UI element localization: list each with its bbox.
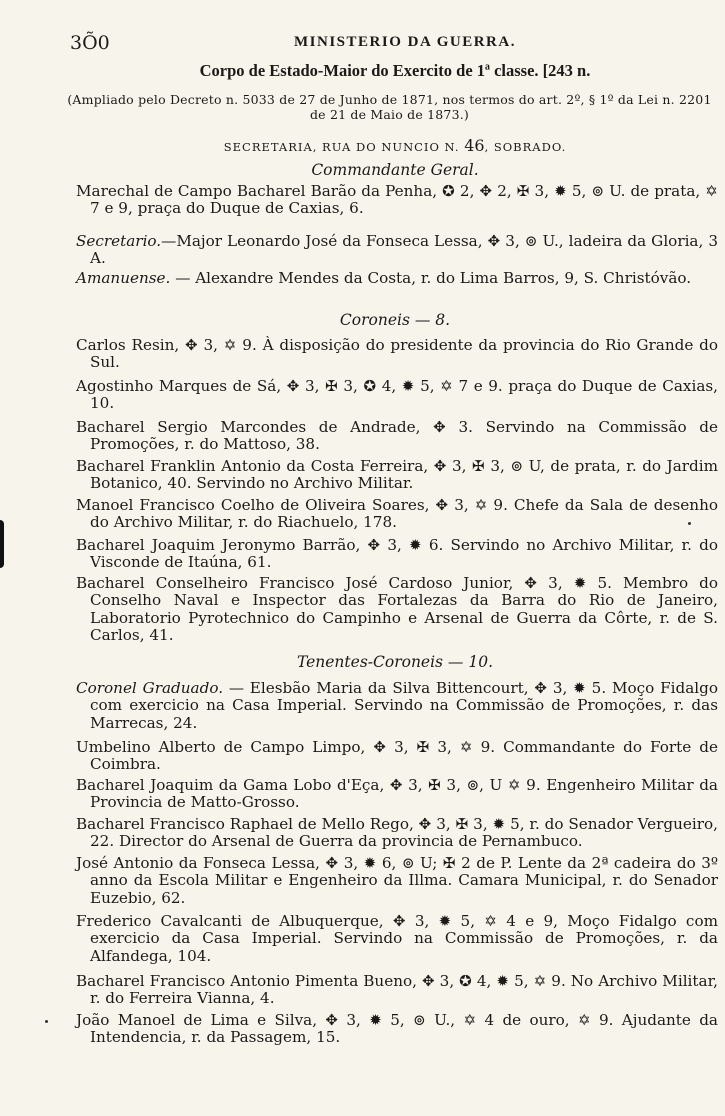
entry-role: Coronel Graduado. [76,679,224,697]
entry-text: João Manoel de Lima e Silva, ✥ 3, ✹ 5, ⊚ U., ✡ 4 de ouro, ✡ 9. Ajudante da Intendencia, r. da Passagem, 15. [76,1011,718,1047]
list-item [76,680,718,732]
secretaria-suffix: , SOBRADO. [484,140,567,154]
list-item [76,458,718,493]
entry-text: Bacharel Joaquim da Gama Lobo d'Eça, ✥ 3, ✠ 3, ⊚, U ✡ 9. Engenheiro Militar da Provincia de Matto-Grosso. [76,776,718,812]
list-item [76,183,718,218]
section-title: Corpo de Estado-Maior do Exercito de 1ª classe. [243 n. [199,61,591,80]
page-number: 3Õ0 [70,32,110,54]
list-item [76,913,718,965]
entry-text: Bacharel Sergio Marcondes de Andrade, ✥ 3. Servindo na Commissão de Promoções, r. do Mattoso, 38. [76,418,718,454]
page-header [70,30,720,56]
entry-text: Marechal de Campo Bacharel Barão da Penha, ✪ 2, ✥ 2, ✠ 3, ✹ 5, ⊚ U. de prata, ✡ 7 e 9, praça do Duque de Caxias, 6. [76,182,718,218]
heading-commandante: Commandante Geral. [311,161,479,179]
secretaria-address [70,136,720,155]
entry-text: Bacharel Conselheiro Francisco José Cardoso Junior, ✥ 3, ✹ 5. Membro do Conselho Naval e Inspector das Fortalezas da Barra do Rio de Janeiro, Laboratorio Pyrotechnico do Campinho e Arsenal de Guerra da Côrte, r. de S. Carlos, 41. [76,574,718,645]
ink-speck [45,1020,48,1023]
amplification-note: (Ampliado pelo Decreto n. 5033 de 27 de Junho de 1871, nos termos do art. 2º, § 1º da Lei n. 2201 de 21 de Maio de 1873.) [67,92,712,122]
entry-text: Bacharel Franklin Antonio da Costa Ferreira, ✥ 3, ✠ 3, ⊚ U, de prata, r. do Jardim Botanico, 40. Servindo no Archivo Militar. [76,457,718,493]
binding-mark [0,520,4,568]
entry-text: —Major Leonardo José da Fonseca Lessa, ✥ 3, ⊚ U., ladeira da Gloria, 3 A. [90,232,718,268]
list-item [76,777,718,812]
entry-text: Umbelino Alberto de Campo Limpo, ✥ 3, ✠ 3, ✡ 9. Commandante do Forte de Coimbra. [76,738,718,774]
list-item [76,378,718,413]
list-item [76,739,718,774]
list-item [76,1012,718,1047]
list-item [76,575,718,645]
entry-text: — Elesbão Maria da Silva Bittencourt, ✥ 3, ✹ 5. Moço Fidalgo com exercicio na Casa Imperial. Servindo na Commissão de Promoções, r. das Marrecas, 24. [90,679,718,732]
heading-coroneis: Coroneis — 8. [339,311,451,329]
entry-text: Carlos Resin, ✥ 3, ✡ 9. À disposição do presidente da provincia do Rio Grande do Sul. [76,336,718,372]
list-item [76,270,718,287]
running-head: MINISTERIO DA GUERRA. [294,34,516,50]
list-item [76,419,718,454]
list-item [76,497,718,532]
ink-speck [688,522,691,525]
entry-text: José Antonio da Fonseca Lessa, ✥ 3, ✹ 6, ⊚ U; ✠ 2 de P. Lente da 2ª cadeira do 3º anno da Escola Militar e Engenheiro da Illma. Camara Municipal, r. do Senador Euzebio, 62. [76,854,718,907]
list-item [76,233,718,268]
entry-text: Frederico Cavalcanti de Albuquerque, ✥ 3, ✹ 5, ✡ 4 e 9, Moço Fidalgo com exercicio da Casa Imperial. Servindo na Commissão de Promoções, r. da Alfandega, 104. [76,912,718,965]
heading-tenentes-coroneis: Tenentes-Coroneis — 10. [296,653,494,671]
list-item [76,816,718,851]
entry-text: Agostinho Marques de Sá, ✥ 3, ✠ 3, ✪ 4, ✹ 5, ✡ 7 e 9. praça do Duque de Caxias, 10. [76,377,718,413]
list-item [76,337,718,372]
entry-text: — Alexandre Mendes da Costa, r. do Lima Barros, 9, S. Christóvão. [170,269,692,287]
list-item [76,537,718,572]
entry-text: Bacharel Francisco Antonio Pimenta Bueno, ✥ 3, ✪ 4, ✹ 5, ✡ 9. No Archivo Militar, r. do Ferreira Vianna, 4. [76,972,718,1008]
secretaria-number: 46 [464,136,485,155]
entry-role: Amanuense. [76,269,171,287]
entry-text: Bacharel Joaquim Jeronymo Barrão, ✥ 3, ✹ 6. Servindo no Archivo Militar, r. do Visconde de Itaúna, 61. [76,536,718,572]
entry-role: Secretario. [76,232,162,250]
entry-text: Manoel Francisco Coelho de Oliveira Soares, ✥ 3, ✡ 9. Chefe da Sala de desenho do Archivo Militar, r. do Riachuelo, 178. [76,496,718,532]
list-item [76,973,718,1008]
entry-text: Bacharel Francisco Raphael de Mello Rego, ✥ 3, ✠ 3, ✹ 5, r. do Senador Vergueiro, 22. Director do Arsenal de Guerra da provincia de Pernambuco. [76,815,718,851]
secretaria-text: SECRETARIA, RUA DO NUNCIO N. [223,140,460,154]
list-item [76,855,718,907]
